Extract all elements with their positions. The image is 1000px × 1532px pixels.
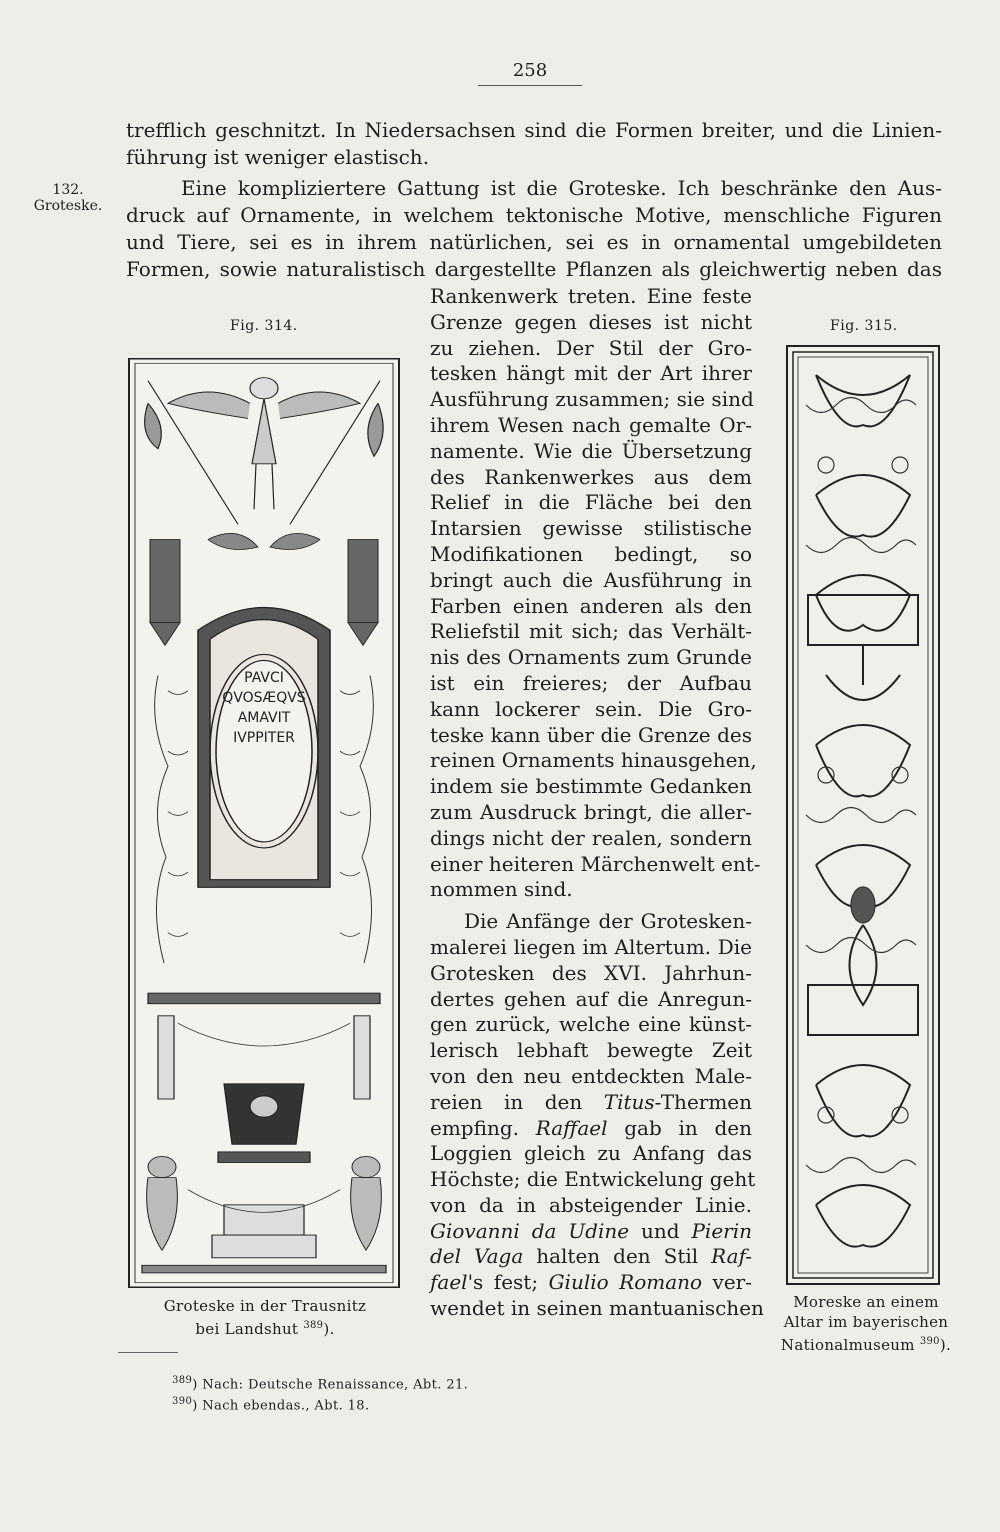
- text-line: zu ziehen. Der Stil der Gro-: [430, 335, 752, 360]
- intro-paragraph: [126, 117, 942, 171]
- caption-text: ).: [939, 1336, 952, 1354]
- italic-name: del Vaga: [430, 1244, 524, 1269]
- text-run: -Thermen: [654, 1089, 753, 1114]
- footnotes: [172, 1372, 468, 1415]
- fig-315-caption: [766, 1292, 966, 1355]
- text-line: namente. Wie die Übersetzung: [430, 438, 752, 463]
- text-line: gen zurück, welche eine künst-: [430, 1012, 752, 1037]
- text-line: zum Ausdruck bringt, die aller-: [430, 799, 752, 824]
- text-line: [430, 1090, 752, 1116]
- italic-name: fael: [430, 1270, 468, 1295]
- text-line: [430, 1270, 752, 1296]
- footnote-ref: 389: [172, 1375, 193, 1386]
- text-line: druck auf Ornamente, in welchem tektonische Motive, menschliche Figuren: [126, 203, 942, 227]
- text-line: Höchste; die Entwickelung geht: [430, 1167, 756, 1192]
- text-line: führung ist weniger elastisch.: [126, 145, 430, 169]
- text-run: empfing.: [430, 1115, 519, 1140]
- fig-315-moreske-illustration: [786, 345, 940, 1285]
- text-line: Die Anfänge der Grotesken-: [464, 909, 752, 934]
- groteske-paragraph: [126, 175, 942, 283]
- text-line: Reliefstil mit sich; das Verhält-: [430, 619, 752, 644]
- text-line: malerei liegen im Altertum. Die: [430, 934, 752, 959]
- text-run: halten den Stil: [523, 1244, 712, 1269]
- text-line: [430, 1219, 752, 1245]
- text-line: bringt auch die Ausführung in: [430, 567, 752, 592]
- text-line: Modifikationen bedingt, so: [430, 541, 752, 566]
- text-line: wendet in seinen mantuanischen: [430, 1296, 764, 1321]
- footnote-ref: 390: [172, 1396, 193, 1408]
- text-line: Farben einen anderen als den: [430, 593, 752, 618]
- footnote: [172, 1372, 468, 1393]
- text-line: Eine kompliziertere Gattung ist die Groteske. Ich beschränke den Aus-: [181, 176, 942, 200]
- footnote: [172, 1393, 468, 1414]
- fig-314-caption: [140, 1296, 390, 1339]
- page-number-rule: [478, 85, 582, 86]
- text-line: dertes gehen auf die Anregun-: [430, 986, 752, 1011]
- text-line: ist ein freieres; der Aufbau: [430, 670, 752, 695]
- text-run: reien in den: [430, 1089, 583, 1114]
- caption-line: Groteske in der Trausnitz: [163, 1297, 367, 1315]
- caption-line: Moreske an einem: [793, 1293, 939, 1311]
- text-line: einer heiteren Märchenwelt ent-: [430, 851, 761, 876]
- text-line: reinen Ornaments hinausgehen,: [430, 748, 757, 773]
- italic-name: Raffael: [535, 1115, 608, 1140]
- fig-314-label: Fig. 314.: [230, 318, 298, 334]
- caption-line: [140, 1316, 390, 1339]
- text-run: gab in den: [607, 1115, 752, 1140]
- margin-note-number: 132.: [52, 182, 84, 198]
- italic-name: Giovanni da Udine: [430, 1218, 630, 1243]
- inscription-line: AMAVIT: [237, 710, 291, 726]
- text-line: von den neu entdeckten Male-: [430, 1063, 752, 1088]
- text-run: ver-: [702, 1270, 752, 1295]
- text-line: tesken hängt mit der Art ihrer: [430, 361, 752, 386]
- text-line: Intarsien gewisse stilistische: [430, 516, 752, 541]
- caption-line: Altar im bayerischen: [783, 1313, 949, 1331]
- inscription-line: QVOSÆQVS: [222, 690, 306, 706]
- italic-name: Pierin: [691, 1218, 752, 1243]
- footnote-text: ) Nach: Deutsche Renaissance, Abt. 21.: [192, 1377, 469, 1393]
- italic-name: Titus: [603, 1089, 655, 1114]
- text-line: dings nicht der realen, sondern: [430, 825, 752, 850]
- italic-name: Giulio Romano: [548, 1270, 703, 1295]
- text-line: und Tiere, sei es in ihrem natürlichen, sei es in ornamental umgebildeten: [126, 230, 942, 254]
- text-line: Formen, sowie naturalistisch dargestellte Pflanzen als gleichwertig neben das: [126, 257, 942, 281]
- text-line: nommen sind.: [430, 877, 573, 902]
- margin-note-label: Groteske.: [33, 198, 103, 214]
- text-line: Ausführung zusammen; sie sind: [430, 387, 754, 412]
- text-line: nis des Ornaments zum Grunde: [430, 645, 752, 670]
- fig-314-groteske-illustration: [128, 358, 400, 1288]
- footnote-ref: 390: [919, 1336, 940, 1347]
- cartouche-inscription: [212, 668, 316, 748]
- text-line: ihrem Wesen nach gemalte Or-: [430, 412, 752, 437]
- italic-name: Raf-: [711, 1244, 753, 1269]
- text-line: trefflich geschnitzt. In Niedersachsen sind die Formen breiter, und die Linien-: [126, 118, 942, 142]
- fig-315-label: Fig. 315.: [830, 318, 898, 334]
- caption-text: bei Landshut: [195, 1320, 299, 1338]
- center-column-text: [430, 284, 764, 1322]
- text-line: des Rankenwerkes aus dem: [430, 464, 752, 489]
- text-line: kann lockerer sein. Die Gro-: [430, 696, 752, 721]
- text-run: 's fest;: [467, 1270, 549, 1295]
- text-line: teske kann über die Grenze des: [430, 722, 752, 747]
- text-line: indem sie bestimmte Gedanken: [430, 774, 752, 799]
- text-line: [430, 1116, 752, 1142]
- text-line: Relief in die Fläche bei den: [430, 490, 752, 515]
- text-line: [430, 1244, 752, 1270]
- text-line: Grotesken des XVI. Jahrhun-: [430, 960, 752, 985]
- text-line: Grenze gegen dieses ist nicht: [430, 309, 752, 334]
- footnote-rule: [118, 1352, 178, 1353]
- text-run: und: [629, 1218, 692, 1243]
- inscription-line: PAVCI: [244, 670, 284, 686]
- margin-note: [28, 182, 108, 214]
- caption-text: ).: [323, 1320, 335, 1338]
- caption-text: Nationalmuseum: [780, 1336, 915, 1354]
- footnote-ref: 389: [303, 1320, 324, 1331]
- caption-line: [766, 1332, 966, 1355]
- text-line: von da in absteigender Linie.: [430, 1192, 752, 1217]
- text-line: lerisch lebhaft bewegte Zeit: [430, 1038, 752, 1063]
- inscription-line: IVPPITER: [233, 730, 295, 746]
- page-number: 258: [512, 60, 548, 81]
- footnote-text: ) Nach ebendas., Abt. 18.: [192, 1398, 370, 1414]
- text-line: Rankenwerk treten. Eine feste: [430, 284, 752, 308]
- text-line: Loggien gleich zu Anfang das: [430, 1141, 752, 1166]
